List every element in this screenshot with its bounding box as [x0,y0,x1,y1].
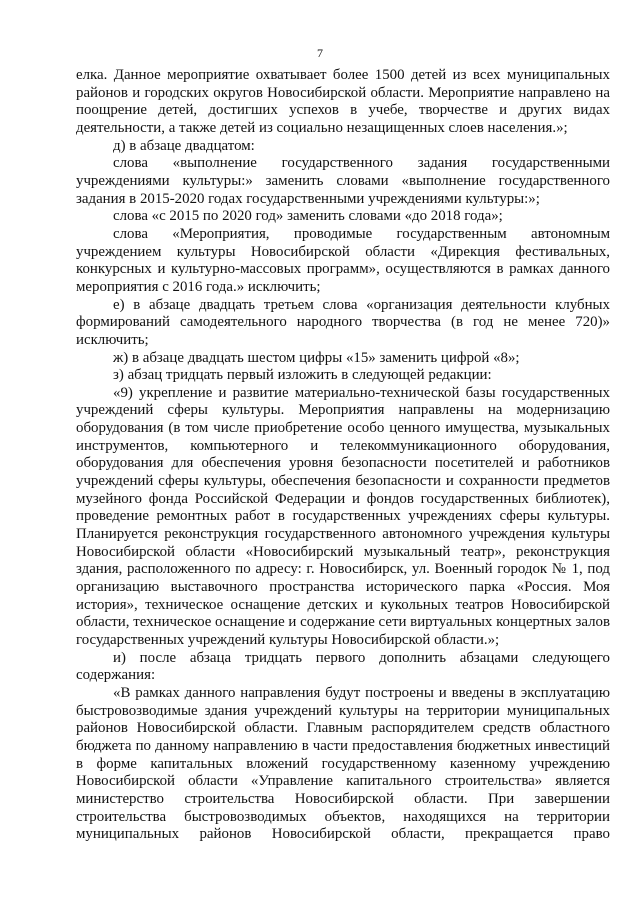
paragraph-continuation: елка. Данное мероприятие охватывает более 1500 детей из всех муниципальных районов и городских округов Новосибирской области. Мероприятие направлено на поощрение детей, достигших успехов в учебе, творчестве и других видах деятельности, а также детей из социально незащищенных слоев населения.»; [76,67,610,136]
paragraph-item-z: з) абзац тридцать первый изложить в следующей редакции: [113,367,492,384]
paragraph-new-text: «В рамках данного направления будут построены и введены в эксплуатацию быстровозводимые здания учреждений культуры на территории муниципальных районов Новосибирской области. Главным распорядителем средств областного бюджета по данному направлению в части предоставления бюджетных инвестиций в форме капитальных вложений государственному казенному учреждению Новосибирской области «Управление капитального строительства» является министерство строительства Новосибирской области. При завершении строительства быстровозводимых объектов, находящихся на территории муниципальных районов Новосибирской области, прекращается право [76,684,610,843]
paragraph-item-e: е) в абзаце двадцать третьем слова «организация деятельности клубных формирований самодеятельного народного творчества (в год не менее 720)» исключить; [76,296,610,348]
document-body [76,67,610,844]
paragraph-item-zh: ж) в абзаце двадцать шестом цифры «15» заменить цифрой «8»; [113,349,520,366]
page-number: 7 [317,46,323,60]
paragraph-new-wording-9: «9) укрепление и развитие материально-технической базы государственных учреждений сферы культуры. Мероприятия направлены на модернизацию оборудования (в том числе приобретение особо ценного имущества, музыкальных инструментов, компьютерного и телекоммуникационного оборудования, оборудования для обеспечения уровня безопасности посетителей и работников учреждений сферы культуры, обеспечения безопасности и сохранности предметов музейного фонда Российской Федерации и фондов государственных библиотек), проведение ремонтных работ в государственных учреждениях сферы культуры. Планируется реконструкция государственного автономного учреждения культуры Новосибирской области «Новосибирский музыкальный театр», реконструкция здания, расположенного по адресу: г. Новосибирск, ул. Военный городок № 1, под организацию выставочного пространства исторического парка «Россия. Моя история», техническое оснащение детских и кукольных театров Новосибирской области, техническое оснащение и содержание сети виртуальных концертных залов государственных учреждений культуры Новосибирской области.»; [76,384,610,648]
paragraph-exclude-words: слова «Мероприятия, проводимые государственным автономным учреждением культуры Новосибирской области «Дирекция фестивальных, конкурсных и культурно-массовых программ», осуществляются в рамках данного мероприятия с 2016 года.» исключить; [76,225,610,295]
paragraph-replace-words-2: слова «с 2015 по 2020 год» заменить словами «до 2018 года»; [113,208,503,225]
paragraph-item-i: и) после абзаца тридцать первого дополнить абзацами следующего содержания: [76,649,610,684]
paragraph-item-d: д) в абзаце двадцатом: [113,137,255,154]
paragraph-replace-words-1: слова «выполнение государственного задания государственными учреждениями культуры:» заменить словами «выполнение государственного задания в 2015-2020 годах государственными учреждениями культуры:»; [76,155,610,207]
